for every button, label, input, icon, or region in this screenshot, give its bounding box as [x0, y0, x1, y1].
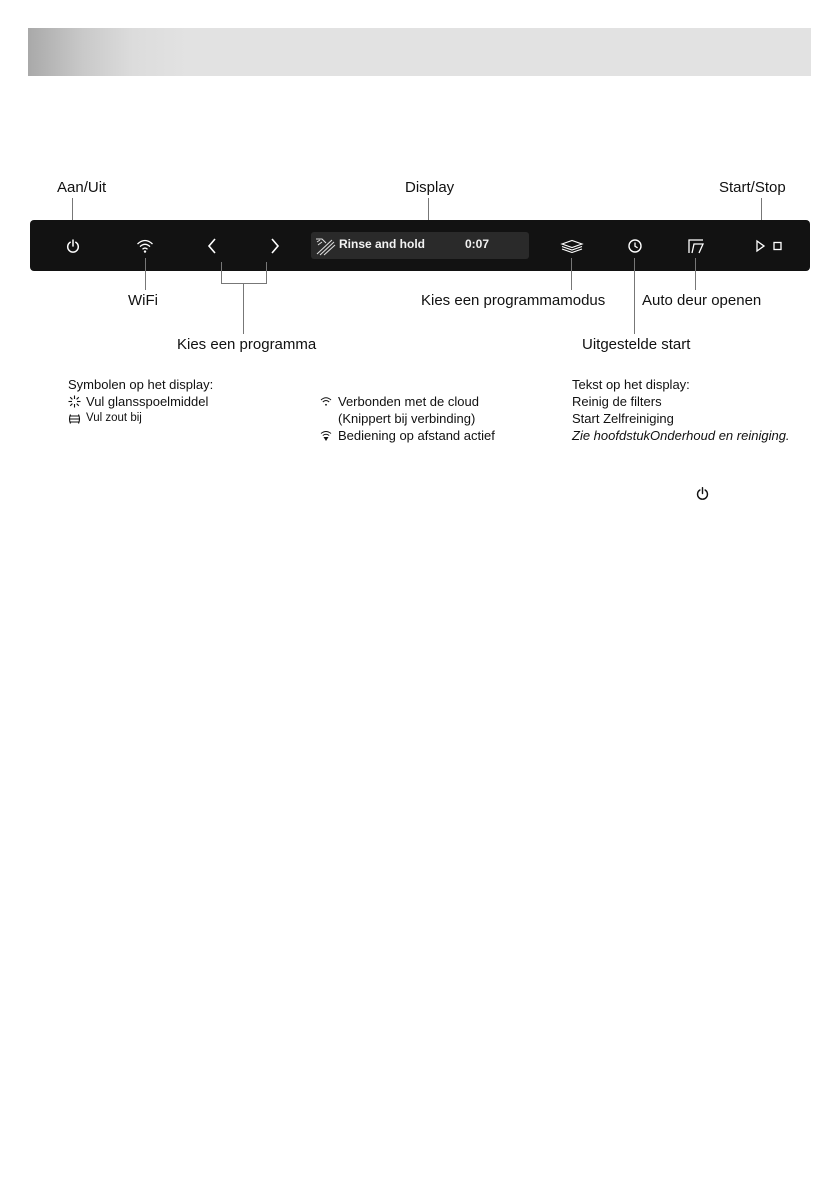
- power-icon: [695, 486, 710, 501]
- program-previous-button[interactable]: [197, 220, 227, 271]
- play-icon: [757, 241, 764, 251]
- chevron-right-icon: [269, 237, 281, 255]
- legend-item-cloud-connected: [320, 393, 495, 410]
- program-mode-button[interactable]: [555, 220, 589, 271]
- start-stop-button[interactable]: [744, 220, 794, 271]
- leader-program-bracket: [221, 283, 267, 284]
- legend-see-chapter: Zie hoofdstukOnderhoud en reiniging.: [572, 428, 790, 443]
- leader-prev: [221, 262, 222, 283]
- rinse-spray-icon: [314, 234, 336, 256]
- legend-self-clean: Start Zelfreiniging: [572, 411, 674, 426]
- legend-clean-filters: Reinig de filters: [572, 394, 662, 409]
- leader-wifi: [145, 258, 146, 290]
- legend-cloud-connected-label: Verbonden met de cloud: [338, 394, 479, 409]
- callout-choose-program: Kies een programma: [177, 336, 317, 353]
- display-program-name: Rinse and hold: [339, 237, 426, 251]
- legend-cloud-symbols: [320, 393, 495, 444]
- power-button[interactable]: [58, 220, 88, 271]
- legend-item-rinse-aid: [68, 393, 213, 410]
- leader-next: [266, 262, 267, 283]
- leader-program-mode: [571, 258, 572, 290]
- display-screen: [311, 232, 529, 259]
- door-open-icon: [687, 238, 705, 254]
- stop-icon: [774, 242, 781, 249]
- legend-display-symbols: [68, 376, 213, 427]
- legend-remote-label: Bediening op afstand actief: [338, 428, 495, 443]
- clock-icon: [627, 238, 643, 254]
- legend-salt-label: Vul zout bij: [86, 412, 142, 424]
- control-panel: [30, 220, 810, 271]
- legend-text-heading: Tekst op het display:: [572, 377, 690, 392]
- salt-icon: [68, 413, 81, 425]
- callout-auto-door: Auto deur openen: [642, 292, 762, 309]
- legend-display-text: [572, 376, 790, 444]
- leader-auto-door: [695, 258, 696, 290]
- callout-wifi: WiFi: [128, 292, 158, 309]
- wifi-icon: [136, 238, 154, 254]
- program-next-button[interactable]: [260, 220, 290, 271]
- remote-control-icon: [320, 430, 332, 442]
- auto-door-open-button[interactable]: [681, 220, 711, 271]
- delayed-start-button[interactable]: [620, 220, 650, 271]
- section-header-bar: [28, 28, 811, 76]
- leader-delayed-start: [634, 258, 635, 334]
- callout-power: Aan/Uit: [57, 179, 107, 196]
- layers-icon: [560, 239, 584, 253]
- power-icon: [65, 238, 81, 254]
- callout-delayed-start: Uitgestelde start: [582, 336, 691, 353]
- callout-program-mode: Kies een programmamodus: [421, 292, 606, 309]
- callout-start-stop: Start/Stop: [719, 179, 786, 196]
- legend-cloud-blinking-label: (Knippert bij verbinding): [338, 411, 476, 426]
- play-stop-icons: [754, 239, 784, 253]
- legend-item-salt: [68, 410, 213, 427]
- callout-display: Display: [405, 179, 455, 196]
- legend-symbols-heading: Symbolen op het display:: [68, 377, 214, 392]
- legend-rinse-aid-label: Vul glansspoelmiddel: [86, 394, 209, 409]
- chevron-left-icon: [206, 237, 218, 255]
- legend-item-remote: [320, 427, 495, 444]
- wifi-icon: [320, 396, 332, 407]
- display-time: 0:07: [465, 237, 490, 251]
- rinse-aid-icon: [68, 395, 81, 408]
- leader-program: [243, 283, 244, 334]
